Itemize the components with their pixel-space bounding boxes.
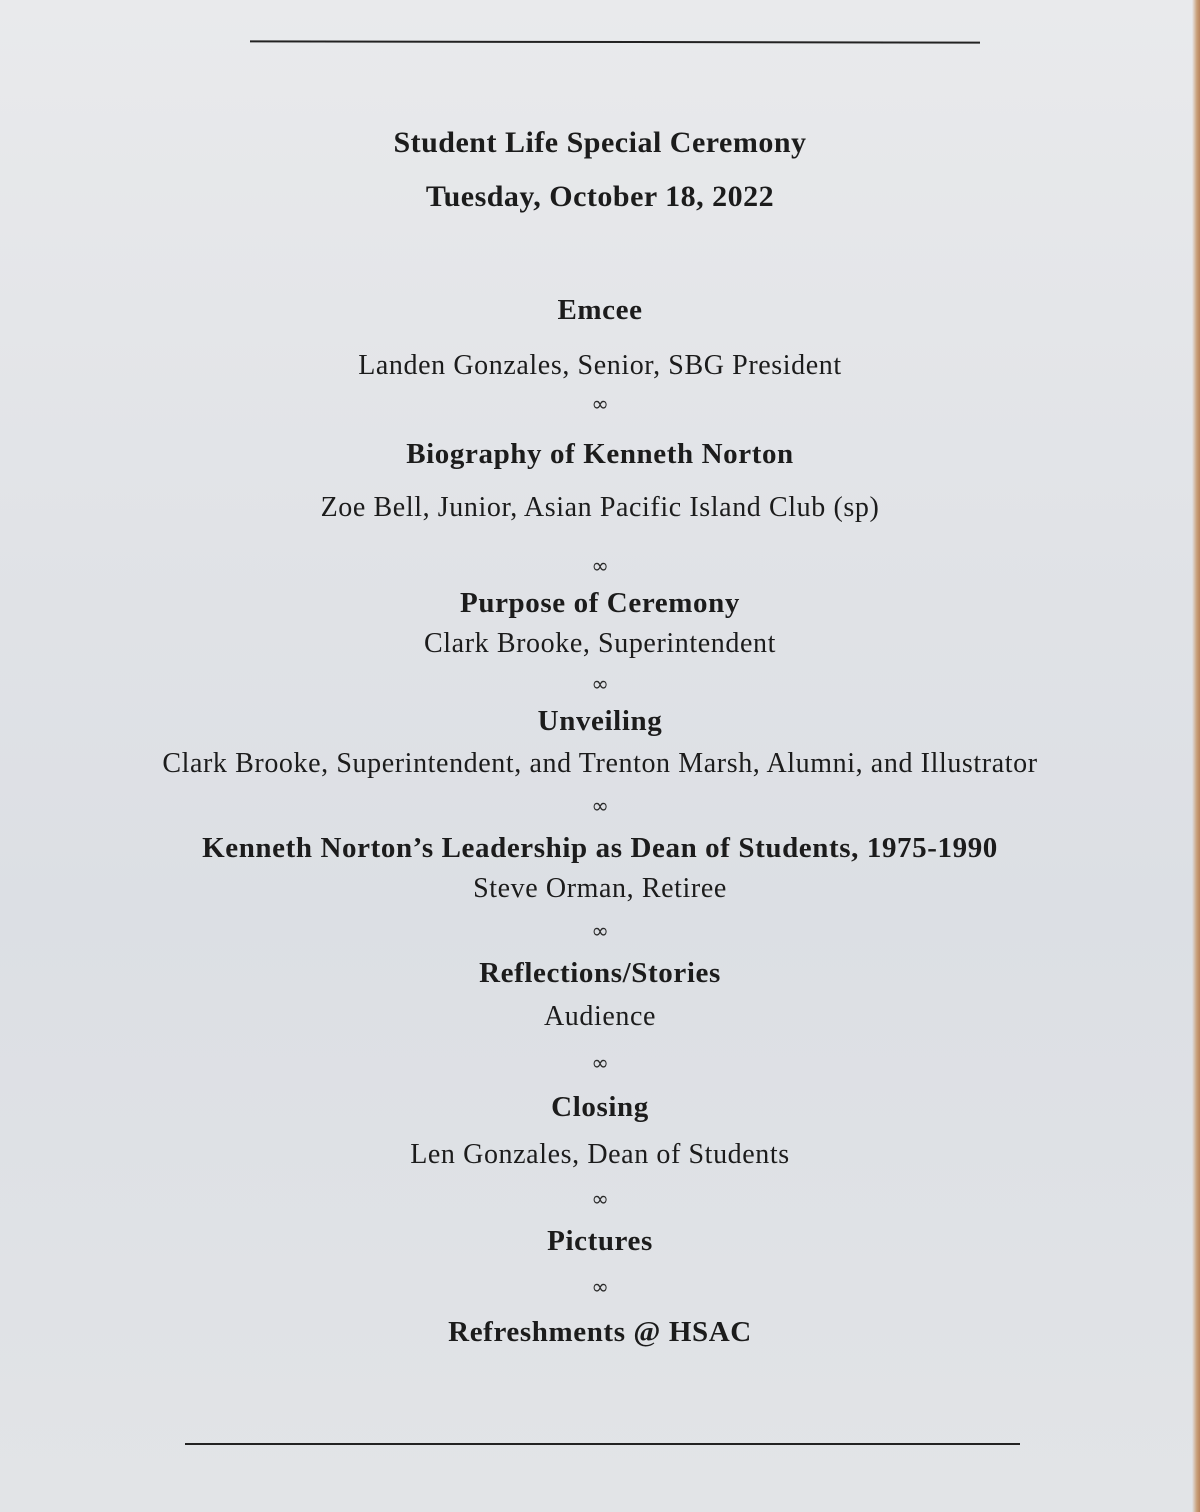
section-person-unveiling: Clark Brooke, Superintendent, and Trenton Marsh, Alumni, and Illustrator — [162, 748, 1038, 779]
program-title: Student Life Special Ceremony — [393, 126, 807, 159]
section-heading-reflections: Reflections/Stories — [479, 957, 721, 989]
infinity-separator: ∞ — [591, 672, 609, 696]
top-rule — [250, 40, 980, 43]
infinity-separator: ∞ — [591, 919, 609, 943]
section-heading-emcee: Emcee — [557, 294, 643, 326]
infinity-separator: ∞ — [591, 554, 609, 578]
section-person-closing: Len Gonzales, Dean of Students — [410, 1139, 790, 1170]
section-person-purpose: Clark Brooke, Superintendent — [424, 628, 776, 659]
section-heading-leadership: Kenneth Norton’s Leadership as Dean of Students, 1975-1990 — [202, 832, 998, 864]
section-heading-purpose: Purpose of Ceremony — [460, 587, 740, 619]
infinity-separator: ∞ — [591, 1187, 609, 1211]
section-person-emcee: Landen Gonzales, Senior, SBG President — [358, 350, 842, 381]
section-heading-unveiling: Unveiling — [537, 705, 663, 737]
section-person-reflections: Audience — [543, 1001, 657, 1032]
infinity-separator: ∞ — [591, 1275, 609, 1299]
section-person-leadership: Steve Orman, Retiree — [473, 873, 727, 904]
section-person-biography: Zoe Bell, Junior, Asian Pacific Island Club (sp) — [320, 492, 880, 523]
section-heading-closing: Closing — [551, 1091, 649, 1123]
infinity-separator: ∞ — [591, 1051, 609, 1075]
section-heading-refreshments: Refreshments @ HSAC — [448, 1316, 752, 1348]
section-heading-pictures: Pictures — [547, 1225, 653, 1257]
section-heading-biography: Biography of Kenneth Norton — [406, 438, 794, 470]
program-date: Tuesday, October 18, 2022 — [425, 180, 775, 213]
infinity-separator: ∞ — [591, 392, 609, 416]
infinity-separator: ∞ — [591, 794, 609, 818]
bottom-rule — [185, 1443, 1020, 1445]
